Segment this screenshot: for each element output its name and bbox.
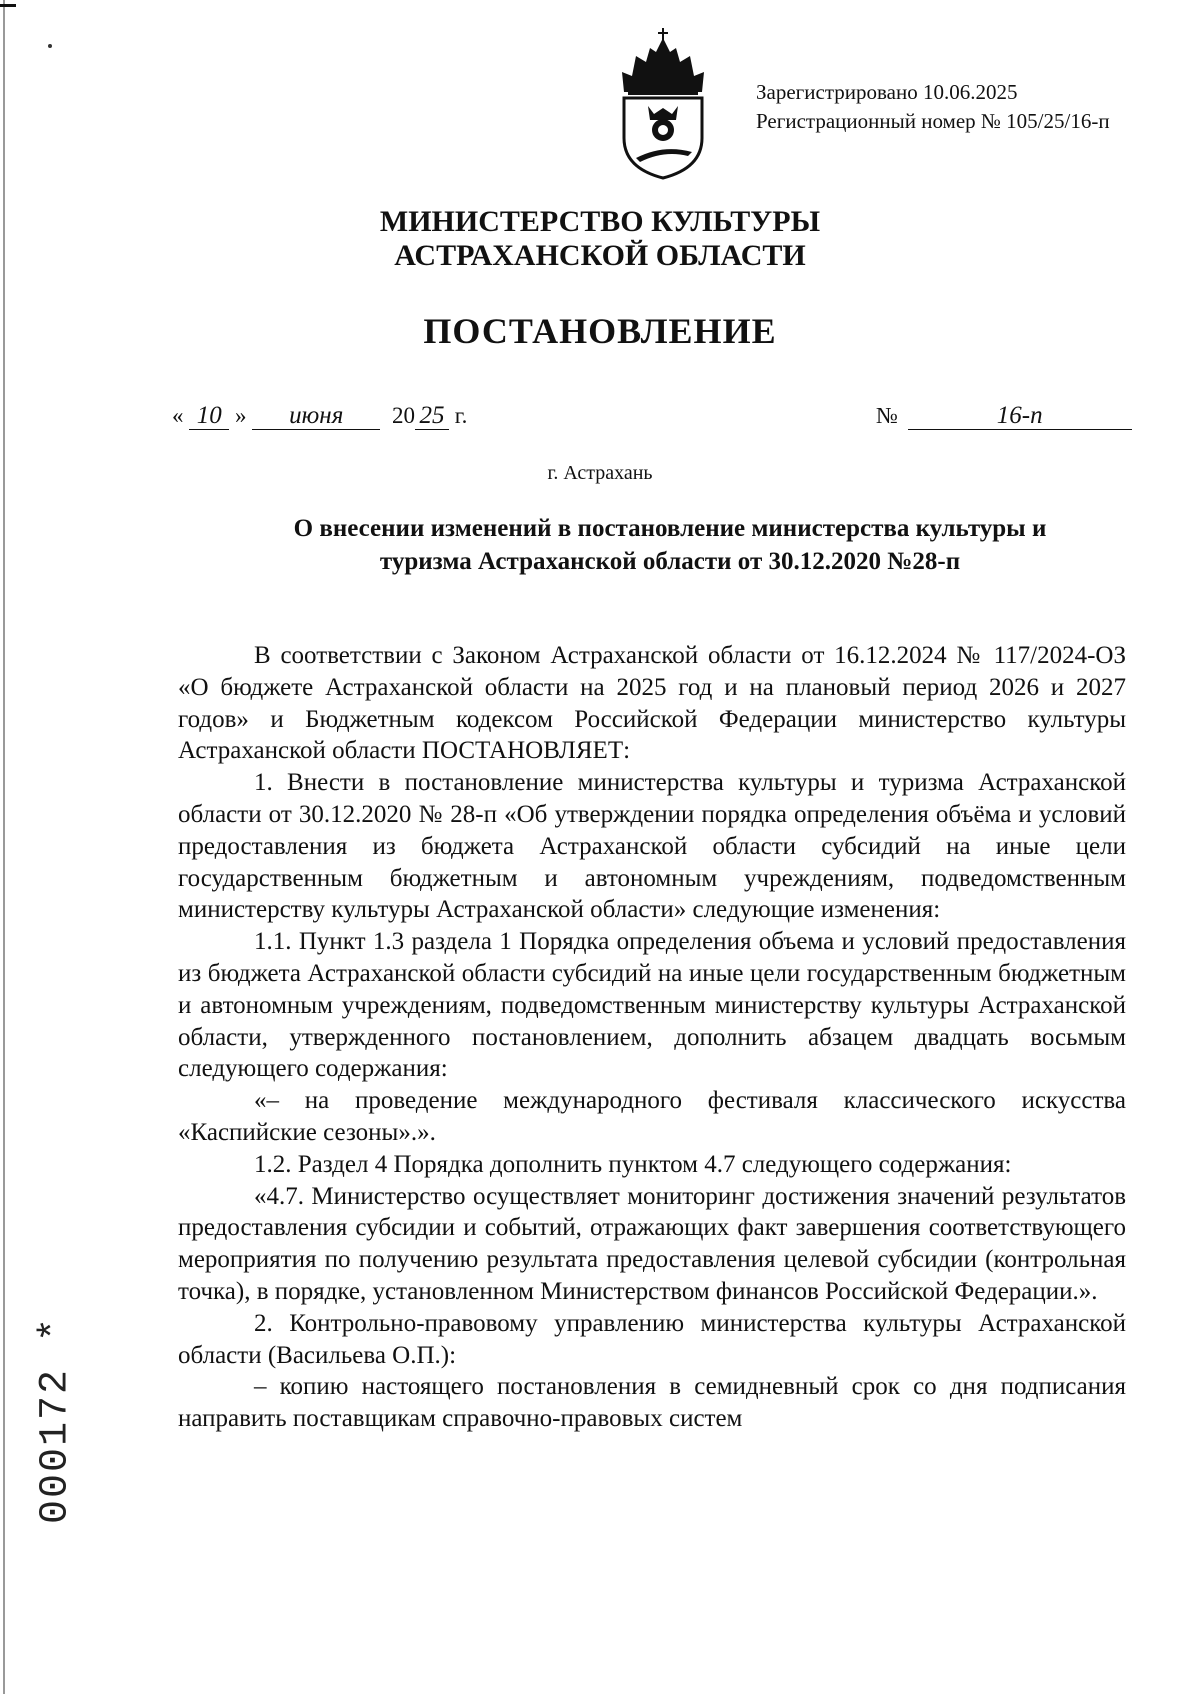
registration-number: Регистрационный номер № 105/25/16-п <box>756 109 1110 133</box>
date-year-unit: г. <box>454 403 468 428</box>
document-type-title: ПОСТАНОВЛЕНИЕ <box>423 311 777 351</box>
body-paragraph: «– на проведение международного фестиваля классического искусства «Каспийские сезоны».». <box>178 1087 1126 1146</box>
body-paragraph: В соответствии с Законом Астраханской области от 16.12.2024 № 117/2024-ОЗ «О бюджете Астраханской области на 2025 год и на плановый период 2026 и 2027 годов» и Бюджетным кодексом Российской Федерации министерство культуры Астраханской области ПОСТАНОВЛЯЕТ: <box>178 642 1126 765</box>
document-number <box>876 403 1132 430</box>
subject-line: туризма Астраханской области от 30.12.2020 №28-п <box>379 548 961 575</box>
registration-date: Зарегистрировано 10.06.2025 <box>756 80 1018 104</box>
number-value: 16-п <box>908 403 1132 430</box>
body-paragraph: 1.1. Пункт 1.3 раздела 1 Порядка определения объема и условий предоставления из бюджета Астраханской области субсидий на иные цели государственным бюджетным и автономным учреждениям, подведомственным министерству культуры Астраханской области, утвержденного постановлением, дополнить абзацем двадцать восьмым следующего содержания: <box>178 928 1126 1083</box>
body-paragraph: 1.2. Раздел 4 Порядка дополнить пунктом 4.7 следующего содержания: <box>254 1150 1012 1178</box>
document-subject <box>180 512 1160 578</box>
subject-line: О внесении изменений в постановление министерства культуры и <box>293 515 1047 542</box>
ministry-name <box>300 205 900 273</box>
body-paragraph: «4.7. Министерство осуществляет мониторинг достижения значений результатов предоставления субсидии и событий, отражающих факт завершения соответствующего мероприятия по получению результата предоставления целевой субсидии (контрольная точка), в порядке, установленном Министерством финансов Российской Федерации.». <box>178 1182 1126 1305</box>
ministry-name-line: МИНИСТЕРСТВО КУЛЬТУРЫ <box>379 205 821 238</box>
registration-stamp <box>756 78 1110 136</box>
body-paragraph: 2. Контрольно-правовому управлению министерства культуры Астраханской области (Васильева О.П.): <box>178 1309 1126 1369</box>
side-stamp-number: 000172 * <box>33 1315 79 1525</box>
city: г. Астрахань <box>547 462 653 484</box>
ministry-name-line: АСТРАХАНСКОЙ ОБЛАСТИ <box>394 239 806 272</box>
body-paragraph: 1. Внести в постановление министерства культуры и туризма Астраханской области от 30.12.2020 № 28-п «Об утверждении порядка определения объёма и условий предоставления из бюджета Астраханской области субсидий на иные цели государственным бюджетным и автономным учреждениям, подведомственным министерству культуры Астраханской области» следующие изменения: <box>178 769 1126 924</box>
scan-edge-mark <box>0 4 16 7</box>
number-sign: № <box>876 403 898 428</box>
scan-speck <box>48 44 52 48</box>
document-body <box>178 640 1126 1435</box>
date-month: июня <box>252 403 380 430</box>
date-open-quote: « <box>172 403 184 428</box>
scan-edge-line <box>3 0 5 1694</box>
date-day: 10 <box>189 403 229 430</box>
date-close-quote: » <box>235 403 247 428</box>
date-year-suffix: 25 <box>415 403 449 430</box>
date-year-prefix: 20 <box>392 403 415 428</box>
coat-of-arms-emblem <box>618 26 708 186</box>
body-paragraph: – копию настоящего постановления в семидневный срок со дня подписания направить поставщикам справочно-правовых систем <box>178 1373 1126 1433</box>
document-date <box>172 403 467 430</box>
